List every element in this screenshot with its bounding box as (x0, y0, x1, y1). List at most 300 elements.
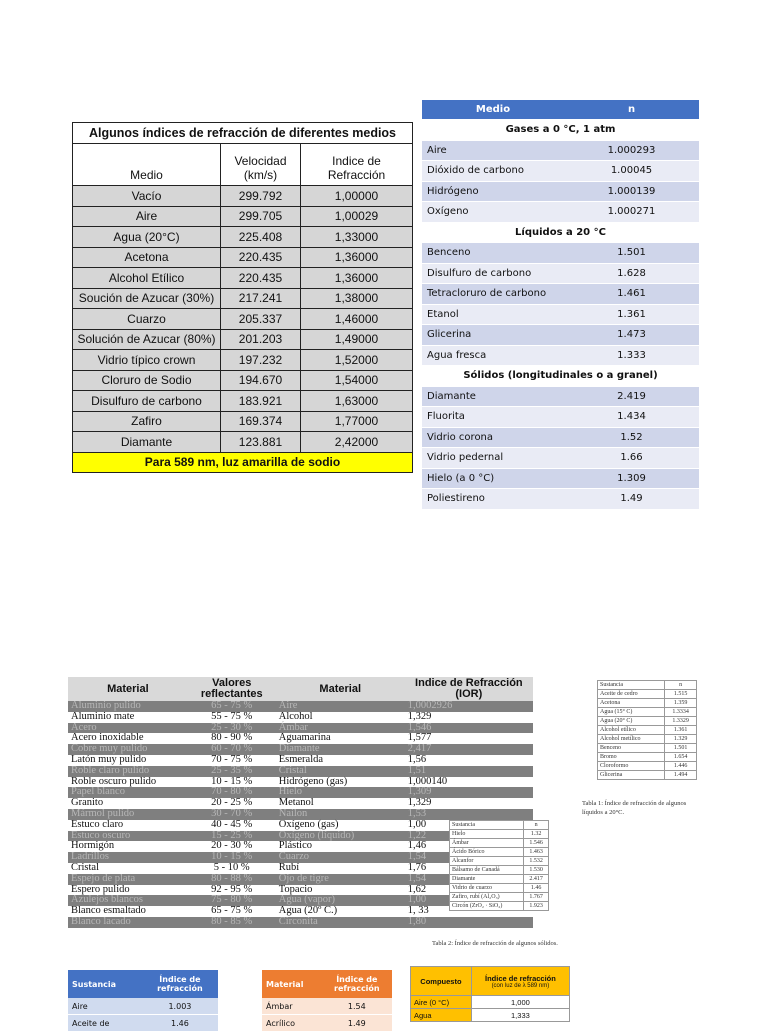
table-row (422, 489, 699, 510)
index-cell: 1.654 (665, 753, 697, 762)
material-cell: Roble oscuro pulido (68, 777, 188, 788)
column-header: Medio (73, 144, 221, 186)
index-cell: 1,77000 (301, 411, 413, 432)
table-row (422, 468, 699, 489)
material-cell: Circonita (276, 917, 405, 928)
medium-cell: Dióxido de carbono (422, 161, 564, 182)
index-cell: 1.49 (322, 1015, 392, 1032)
table-row (73, 391, 413, 412)
substance-cell: Agua (20° C) (598, 717, 665, 726)
substance-cell: Aceite de (68, 1015, 142, 1032)
medium-cell: Aire (422, 140, 564, 161)
table-row (598, 708, 697, 717)
ior-cell: 2,417 (405, 744, 533, 755)
table-row (73, 268, 413, 289)
column-header: n (524, 821, 549, 830)
material-cell: Nailon (276, 809, 405, 820)
ior-cell: 1,329 (405, 712, 533, 723)
ior-cell: 1,000140 (405, 777, 533, 788)
speed-cell: 225.408 (221, 227, 301, 248)
index-cell: 1.515 (665, 690, 697, 699)
material-cell: Cristal (68, 863, 188, 874)
substance-cell: Agua (15° C) (598, 708, 665, 717)
ior-cell: 1,54 (405, 874, 533, 885)
table-row (68, 766, 533, 777)
table-row (422, 140, 699, 161)
table-row (598, 771, 697, 780)
material-cell: Ojo de tigre (276, 874, 405, 885)
substance-cell: Diamante (450, 875, 524, 884)
index-cell: 1.000271 (564, 202, 699, 223)
table-row (450, 848, 549, 857)
index-cell: 1.46 (142, 1015, 218, 1032)
ior-cell: 1,46 (405, 841, 533, 852)
index-cell: 1,00029 (301, 206, 413, 227)
column-header: Valores reflectantes (188, 677, 276, 701)
material-cell: Aluminio pulido (68, 701, 188, 712)
material-cell: Topacio (276, 885, 405, 896)
index-cell: 1,36000 (301, 247, 413, 268)
table-row (422, 243, 699, 264)
reflectance-cell: 25 - 35 % (188, 766, 276, 777)
ior-cell: 1,0002926 (405, 701, 533, 712)
index-cell: 1.329 (665, 735, 697, 744)
medium-cell: Alcohol Etílico (73, 268, 221, 289)
table-row (73, 227, 413, 248)
medium-cell: Vidrio típico crown (73, 350, 221, 371)
index-cell: 2,42000 (301, 432, 413, 453)
substance-cell: Acrílico (262, 1015, 322, 1032)
table-header-row (598, 681, 697, 690)
substance-cell: Benceno (598, 744, 665, 753)
index-cell: 1,333 (471, 1009, 569, 1022)
substance-cell: Zafiro, rubí (Al₂O₃) (450, 893, 524, 902)
table-row (450, 893, 549, 902)
ior-cell: 1,56 (405, 755, 533, 766)
table-row (450, 830, 549, 839)
index-cell: 1.463 (524, 848, 549, 857)
index-cell: 1.46 (524, 884, 549, 893)
substance-cell: Alcohol etílico (598, 726, 665, 735)
ior-cell: 1, 33 (405, 906, 533, 917)
reflectance-cell: 92 - 95 % (188, 885, 276, 896)
substance-cell: Aceite de cedro (598, 690, 665, 699)
material-cell: Aguamarina (276, 733, 405, 744)
speed-cell: 123.881 (221, 432, 301, 453)
material-cell: Espero pulido (68, 885, 188, 896)
material-cell: Granito (68, 798, 188, 809)
material-cell: Alcohol (276, 712, 405, 723)
table-row (68, 917, 533, 928)
table-row (68, 998, 218, 1015)
ior-cell: 1,309 (405, 787, 533, 798)
material-cell: Roble claro pulido (68, 766, 188, 777)
material-cell: Ladrillos (68, 852, 188, 863)
material-cell: Aluminio mate (68, 712, 188, 723)
table-row (422, 263, 699, 284)
table-row (450, 902, 549, 911)
material-cell: Latón muy pulido (68, 755, 188, 766)
table-row (450, 875, 549, 884)
material-cell: Oxígeno (gas) (276, 820, 405, 831)
speed-cell: 205.337 (221, 309, 301, 330)
index-cell: 1.000139 (564, 181, 699, 202)
material-cell: Diamante (276, 744, 405, 755)
substance-cell: Bálsamo de Canadá (450, 866, 524, 875)
column-header: Índice de refracción (142, 970, 218, 998)
table-row (422, 345, 699, 366)
reflectance-cell: 75 - 80 % (188, 895, 276, 906)
index-cell: 1,52000 (301, 350, 413, 371)
section-header-row (422, 120, 699, 141)
medium-cell: Diamante (422, 386, 564, 407)
table-row (422, 304, 699, 325)
index-cell: 1.461 (564, 284, 699, 305)
column-header: Sustancia (68, 970, 142, 998)
index-cell: 1,54000 (301, 370, 413, 391)
medium-cell: Tetracloruro de carbono (422, 284, 564, 305)
reflectance-cell: 80 - 85 % (188, 917, 276, 928)
column-header: Material (68, 677, 188, 701)
medium-cell: Disulfuro de carbono (73, 391, 221, 412)
ior-cell: 1,577 (405, 733, 533, 744)
index-cell: 1.361 (564, 304, 699, 325)
medium-cell: Disulfuro de carbono (422, 263, 564, 284)
material-cell: Rubí (276, 863, 405, 874)
material-cell: Agua (20º C.) (276, 906, 405, 917)
medium-cell: Acetona (73, 247, 221, 268)
column-header: Indice de Refracción (IOR) (405, 677, 533, 701)
table-row (73, 206, 413, 227)
medium-cell: Cloruro de Sodio (73, 370, 221, 391)
material-cell: Esmeralda (276, 755, 405, 766)
section-header-row (422, 366, 699, 387)
column-header: Medio (422, 100, 564, 120)
index-cell: 1.494 (665, 771, 697, 780)
medium-cell: Agua fresca (422, 345, 564, 366)
reflectance-cell: 60 - 70 % (188, 744, 276, 755)
table-title-row (73, 123, 413, 144)
table-row (450, 857, 549, 866)
index-cell: 1.52 (564, 427, 699, 448)
table-row (450, 884, 549, 893)
column-header: n (564, 100, 699, 120)
index-cell: 1.361 (665, 726, 697, 735)
column-header: Sustancia (598, 681, 665, 690)
ior-cell: 1,22 (405, 831, 533, 842)
index-cell: 1.32 (524, 830, 549, 839)
table-row (411, 996, 570, 1009)
table-header-row (73, 144, 413, 186)
material-cell: Blanco esmaltado (68, 906, 188, 917)
table-row (73, 350, 413, 371)
table-row (422, 427, 699, 448)
table-row (422, 284, 699, 305)
substance-cell: Alcohol metílico (598, 735, 665, 744)
medium-cell: Hidrógeno (422, 181, 564, 202)
index-cell: 1.532 (524, 857, 549, 866)
table-header-row (68, 677, 533, 701)
column-header (471, 967, 569, 996)
table-header-row (411, 967, 570, 996)
substance-cell: Bromo (598, 753, 665, 762)
section-title: Gases a 0 °C, 1 atm (422, 120, 699, 141)
reflectance-cell: 20 - 25 % (188, 798, 276, 809)
reflectance-cell: 10 - 15 % (188, 852, 276, 863)
ior-cell: 1,329 (405, 798, 533, 809)
compound-refraction-table-yellow (410, 966, 570, 1022)
table-row (73, 432, 413, 453)
ior-cell: 1,80 (405, 917, 533, 928)
column-header: Indice de Refracción (301, 144, 413, 186)
speed-cell: 201.203 (221, 329, 301, 350)
column-header: Compuesto (411, 967, 472, 996)
index-cell: 1.3329 (665, 717, 697, 726)
column-header: Material (276, 677, 405, 701)
index-cell: 1.333 (564, 345, 699, 366)
substance-cell: Hielo (450, 830, 524, 839)
material-cell: Estuco oscuro (68, 831, 188, 842)
table-row (73, 247, 413, 268)
index-cell: 1.546 (524, 839, 549, 848)
index-cell: 1,00000 (301, 186, 413, 207)
table-row (450, 866, 549, 875)
column-header: Material (262, 970, 322, 998)
ior-cell: 1,546 (405, 723, 533, 734)
column-header-label: Índice de refracción (484, 973, 556, 983)
section-title: Sólidos (longitudinales o a granel) (422, 366, 699, 387)
ior-cell: 1,51 (405, 766, 533, 777)
index-cell: 1,46000 (301, 309, 413, 330)
index-cell: 1,49000 (301, 329, 413, 350)
substance-cell: Alcanfor (450, 857, 524, 866)
ior-cell: 1,53 (405, 809, 533, 820)
medium-cell: Vidrio pedernal (422, 448, 564, 469)
ior-cell: 1,00 (405, 895, 533, 906)
substance-cell: Aire (68, 998, 142, 1015)
solids-refraction-table (449, 820, 549, 911)
column-header: Sustancia (450, 821, 524, 830)
reflectance-cell: 5 - 10 % (188, 863, 276, 874)
medium-cell: Diamante (73, 432, 221, 453)
solids-table-caption: Tabla 2: Índice de refracción de algunos sólidos. (432, 939, 572, 948)
medium-cell: Zafiro (73, 411, 221, 432)
reflectance-cell: 65 - 75 % (188, 906, 276, 917)
index-cell: 2.419 (564, 386, 699, 407)
table-row (422, 202, 699, 223)
substance-cell: Circón (ZrO₂ · SiO₂) (450, 902, 524, 911)
material-cell: Hormigón (68, 841, 188, 852)
medium-cell: Vacío (73, 186, 221, 207)
material-cell: Ámbar (276, 723, 405, 734)
index-cell: 2.417 (524, 875, 549, 884)
substance-cell: Ámbar (450, 839, 524, 848)
table-row (262, 1015, 392, 1032)
column-header: Índice de refracción (322, 970, 392, 998)
reflectance-cell: 10 - 15 % (188, 777, 276, 788)
index-cell: 1.628 (564, 263, 699, 284)
speed-cell: 299.705 (221, 206, 301, 227)
substance-cell: Ácido Bórico (450, 848, 524, 857)
substance-cell: Glicerina (598, 771, 665, 780)
speed-cell: 299.792 (221, 186, 301, 207)
table-row (73, 411, 413, 432)
medium-cell: Fluorita (422, 407, 564, 428)
index-cell: 1,36000 (301, 268, 413, 289)
medium-cell: Cuarzo (73, 309, 221, 330)
index-cell: 1,33000 (301, 227, 413, 248)
index-cell: 1.501 (564, 243, 699, 264)
index-cell: 1,38000 (301, 288, 413, 309)
table-title: Algunos índices de refracción de diferentes medios (73, 123, 413, 144)
index-cell: 1.309 (564, 468, 699, 489)
material-cell: Cuarzo (276, 852, 405, 863)
index-cell: 1.003 (142, 998, 218, 1015)
index-cell: 1,000 (471, 996, 569, 1009)
substance-cell: Vidrio de cuarzo (450, 884, 524, 893)
index-cell: 1.54 (322, 998, 392, 1015)
material-cell: Papel blanco (68, 787, 188, 798)
substance-cell: Cloroformo (598, 762, 665, 771)
speed-cell: 169.374 (221, 411, 301, 432)
medium-cell: Soución de Azucar (30%) (73, 288, 221, 309)
speed-cell: 194.670 (221, 370, 301, 391)
material-cell: Plástico (276, 841, 405, 852)
table-row (598, 699, 697, 708)
material-cell: Acero inoxidable (68, 733, 188, 744)
reflectance-cell: 40 - 45 % (188, 820, 276, 831)
material-cell: Estuco claro (68, 820, 188, 831)
table-row (598, 690, 697, 699)
medium-cell: Hielo (a 0 °C) (422, 468, 564, 489)
index-cell: 1.767 (524, 893, 549, 902)
table-row (411, 1009, 570, 1022)
refraction-n-table (422, 100, 699, 510)
speed-cell: 183.921 (221, 391, 301, 412)
medium-cell: Agua (20°C) (73, 227, 221, 248)
medium-cell: Solución de Azucar (80%) (73, 329, 221, 350)
reflectance-cell: 15 - 25 % (188, 831, 276, 842)
table-row (262, 998, 392, 1015)
speed-cell: 220.435 (221, 268, 301, 289)
table-row (73, 370, 413, 391)
index-cell: 1.434 (564, 407, 699, 428)
reflectance-cell: 25 - 30 % (188, 723, 276, 734)
index-cell: 1.473 (564, 325, 699, 346)
index-cell: 1.530 (524, 866, 549, 875)
compound-cell: Agua (411, 1009, 472, 1022)
table-row (422, 386, 699, 407)
table-row (422, 325, 699, 346)
column-subheader: (con luz de λ 589 nm) (491, 982, 550, 989)
table-row (422, 407, 699, 428)
index-cell: 1.66 (564, 448, 699, 469)
table-header-row (262, 970, 392, 998)
material-cell: Blanco lacado (68, 917, 188, 928)
speed-cell: 217.241 (221, 288, 301, 309)
table-header-row (68, 970, 218, 998)
material-cell: Cristal (276, 766, 405, 777)
ior-cell: 1,00 (405, 820, 533, 831)
table-row (598, 717, 697, 726)
medium-cell: Vidrio corona (422, 427, 564, 448)
index-cell: 1.923 (524, 902, 549, 911)
reflectance-cell: 20 - 30 % (188, 841, 276, 852)
liquids-refraction-table (597, 680, 697, 780)
speed-cell: 220.435 (221, 247, 301, 268)
table-row (598, 744, 697, 753)
material-cell: Oxígeno (líquido) (276, 831, 405, 842)
liquids-table-caption: Tabla 1: Índice de refracción de algunos líquidos a 20°C. (582, 800, 687, 816)
medium-cell: Etanol (422, 304, 564, 325)
index-cell: 1.00045 (564, 161, 699, 182)
medium-cell: Benceno (422, 243, 564, 264)
section-title: Líquidos a 20 °C (422, 222, 699, 243)
medium-cell: Aire (73, 206, 221, 227)
medium-cell: Glicerina (422, 325, 564, 346)
medium-cell: Oxígeno (422, 202, 564, 223)
section-header-row (422, 222, 699, 243)
table-row (68, 1015, 218, 1032)
reflectance-cell: 80 - 88 % (188, 874, 276, 885)
index-cell: 1.446 (665, 762, 697, 771)
reflectance-cell: 70 - 80 % (188, 787, 276, 798)
table-row (73, 288, 413, 309)
index-cell: 1.49 (564, 489, 699, 510)
column-header: n (665, 681, 697, 690)
compound-cell: Aire (0 °C) (411, 996, 472, 1009)
table-row (422, 161, 699, 182)
index-cell: 1.000293 (564, 140, 699, 161)
reflectance-cell: 30 - 70 % (188, 809, 276, 820)
speed-cell: 197.232 (221, 350, 301, 371)
index-cell: 1.359 (665, 699, 697, 708)
medium-cell: Poliestireno (422, 489, 564, 510)
material-cell: Acero (68, 723, 188, 734)
reflectance-cell: 55 - 75 % (188, 712, 276, 723)
table-row (598, 753, 697, 762)
material-cell: Cobre muy pulido (68, 744, 188, 755)
index-cell: 1.3334 (665, 708, 697, 717)
table-row (68, 712, 533, 723)
material-cell: Metanol (276, 798, 405, 809)
substance-refraction-table-blue (68, 970, 218, 1032)
table-row (598, 735, 697, 744)
reflectance-cell: 65 - 75 % (188, 701, 276, 712)
table-header-row (422, 100, 699, 120)
index-cell: 1.501 (665, 744, 697, 753)
material-cell: Mármol pulido (68, 809, 188, 820)
table-row (598, 762, 697, 771)
table-header-row (450, 821, 549, 830)
ior-cell: 1,76 (405, 863, 533, 874)
refraction-media-table (72, 122, 413, 473)
material-refraction-table-orange (262, 970, 392, 1032)
reflectance-cell: 80 - 90 % (188, 733, 276, 744)
substance-cell: Acetona (598, 699, 665, 708)
material-cell: Hielo (276, 787, 405, 798)
material-cell: Hidrógeno (gas) (276, 777, 405, 788)
table-row (73, 309, 413, 330)
table-row (422, 448, 699, 469)
substance-cell: Ámbar (262, 998, 322, 1015)
table-footer-row (73, 452, 413, 472)
index-cell: 1,63000 (301, 391, 413, 412)
material-cell: Espejo de plata (68, 874, 188, 885)
table-row (598, 726, 697, 735)
table-row (73, 186, 413, 207)
ior-cell: 1,54 (405, 852, 533, 863)
